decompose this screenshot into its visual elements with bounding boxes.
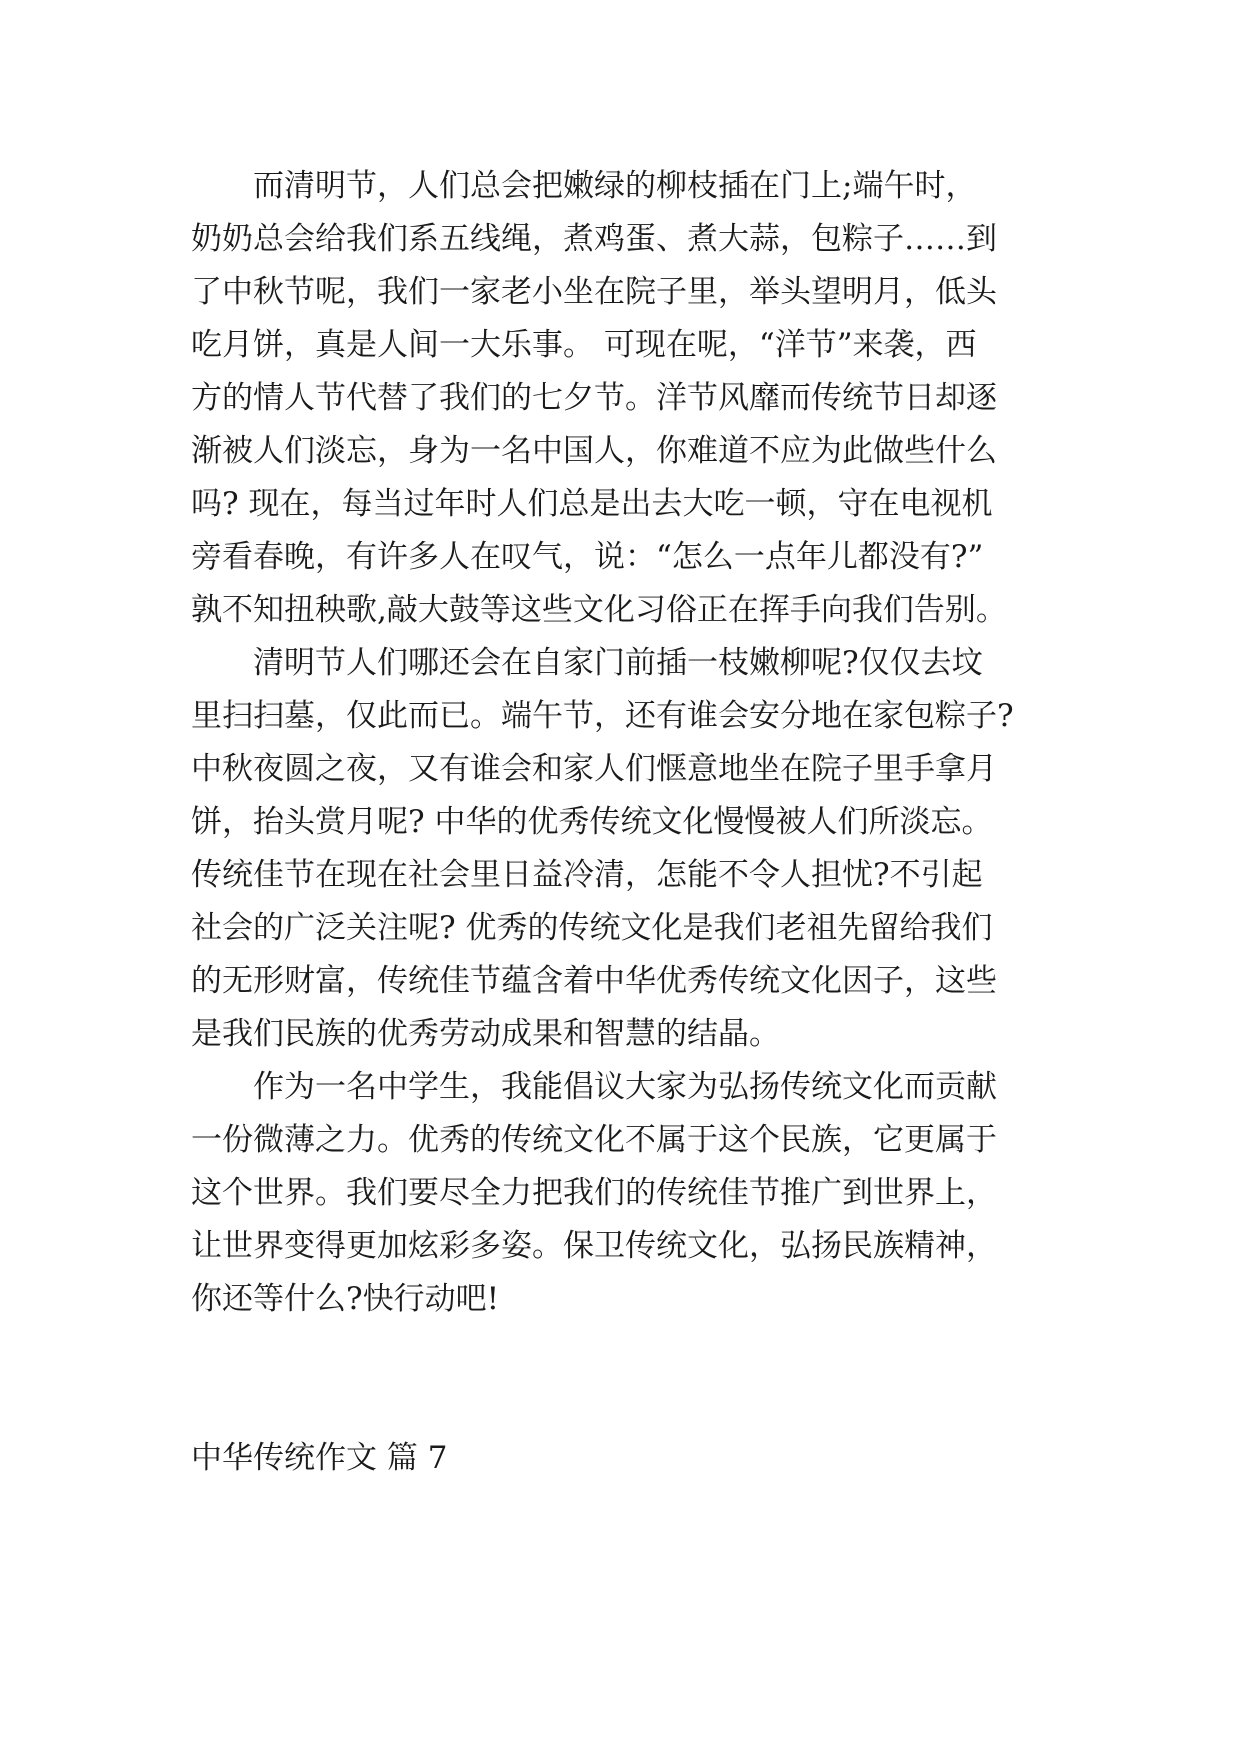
text-line: 奶奶总会给我们系五线绳，煮鸡蛋、煮大蒜，包粽子……到 [191, 221, 997, 257]
text-line: 你还等什么?快行动吧! [191, 1281, 500, 1317]
text-line: 社会的广泛关注呢? 优秀的传统文化是我们老祖先留给我们 [191, 910, 993, 946]
text-line: 传统佳节在现在社会里日益冷清，怎能不令人担忧?不引起 [191, 857, 983, 893]
text-line: 孰不知扭秧歌,敲大鼓等这些文化习俗正在挥手向我们告别。 [191, 592, 1007, 628]
text-line: 的无形财富，传统佳节蕴含着中华优秀传统文化因子，这些 [191, 963, 997, 999]
text-line: 旁看春晚，有许多人在叹气，说：“怎么一点年儿都没有?” [191, 539, 984, 575]
text-line: 了中秋节呢，我们一家老小坐在院子里，举头望明月，低头 [191, 274, 997, 310]
text-line: 吗? 现在，每当过年时人们总是出去大吃一顿，守在电视机 [191, 486, 993, 522]
text-line: 让世界变得更加炫彩多姿。保卫传统文化，弘扬民族精神， [191, 1228, 997, 1264]
text-line: 渐被人们淡忘，身为一名中国人，你难道不应为此做些什么 [191, 433, 997, 469]
text-line: 而清明节，人们总会把嫩绿的柳枝插在门上;端午时， [191, 168, 977, 204]
paragraph-3 [191, 1061, 1051, 1326]
text-line: 里扫扫墓，仅此而已。端午节，还有谁会安分地在家包粽子? [191, 698, 1014, 734]
document-body [191, 160, 1051, 1485]
text-line: 清明节人们哪还会在自家门前插一枝嫩柳呢?仅仅去坟 [191, 645, 983, 681]
text-line: 吃月饼，真是人间一大乐事。 可现在呢，“洋节”来袭，西 [191, 327, 977, 363]
section-spacer [191, 1326, 1051, 1432]
text-line: 是我们民族的优秀劳动成果和智慧的结晶。 [191, 1016, 780, 1052]
text-line: 作为一名中学生，我能倡议大家为弘扬传统文化而贡献 [191, 1069, 997, 1105]
text-line: 一份微薄之力。优秀的传统文化不属于这个民族，它更属于 [191, 1122, 997, 1158]
text-line: 方的情人节代替了我们的七夕节。洋节风靡而传统节日却逐 [191, 380, 997, 416]
text-line: 中秋夜圆之夜，又有谁会和家人们惬意地坐在院子里手拿月 [191, 751, 997, 787]
paragraph-2 [191, 637, 1051, 1061]
section-heading: 中华传统作文 篇 7 [191, 1440, 448, 1476]
text-line: 饼，抬头赏月呢? 中华的优秀传统文化慢慢被人们所淡忘。 [191, 804, 993, 840]
paragraph-1 [191, 160, 1051, 637]
text-line: 这个世界。我们要尽全力把我们的传统佳节推广到世界上， [191, 1175, 997, 1211]
